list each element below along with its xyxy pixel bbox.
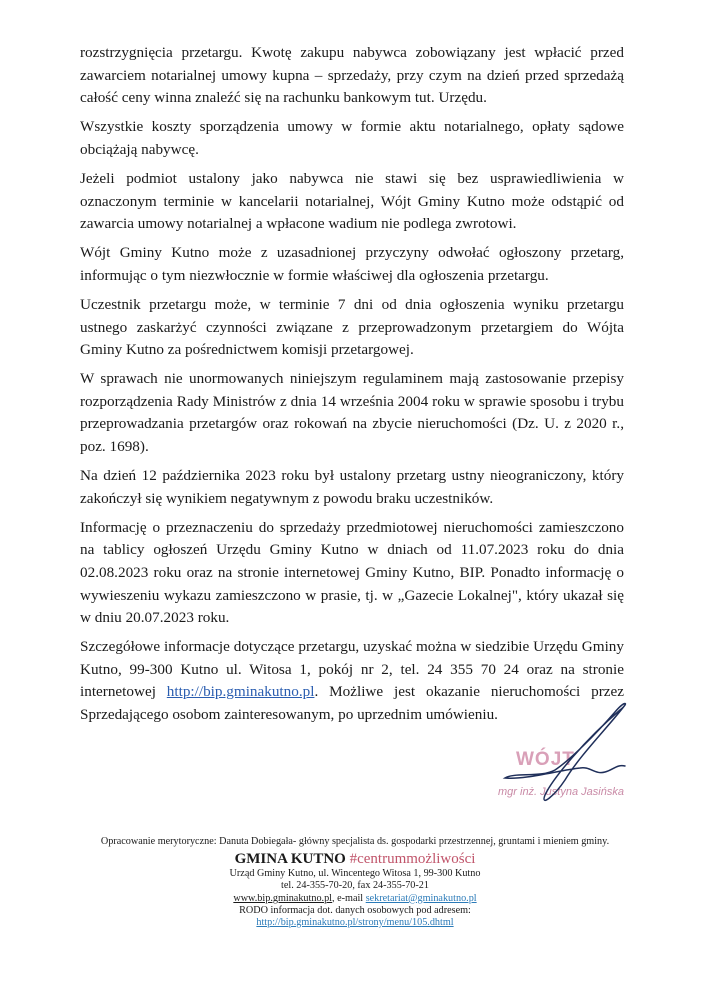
paragraph-previous-auction: Na dzień 12 października 2023 roku był ustalony przetarg ustny nieograniczony, który zakończył się wynikiem negatywnym z powodu braku uczestników.	[80, 467, 624, 507]
rodo-link[interactable]: http://bip.gminakutno.pl/strony/menu/105.dhtml	[256, 917, 454, 929]
document-body	[80, 42, 624, 733]
email-link[interactable]: sekretariat@gminakutno.pl	[365, 892, 477, 904]
footer-phone: tel. 24-355-70-20, fax 24-355-70-21	[281, 880, 429, 892]
stamp-title: WÓJT	[516, 749, 575, 770]
footer-contact	[60, 893, 650, 905]
paragraph-no-show: Jeżeli podmiot ustalony jako nabywca nie stawi się bez usprawiedliwienia w oznaczonym terminie w kancelarii notarialnej, Wójt Gminy Kutno może odstąpić od zawarcia umowy notarialnej a wpłacone wadium nie podlega zwrotowi.	[80, 169, 624, 233]
footer-address: Urząd Gminy Kutno, ul. Wincentego Witosa 1, 99-300 Kutno	[229, 868, 481, 880]
paragraph-costs: Wszystkie koszty sporządzenia umowy w formie aktu notarialnego, opłaty sądowe obciążają nabywcę.	[80, 118, 624, 158]
paragraph-cancellation: Wójt Gminy Kutno może z uzasadnionej przyczyny odwołać ogłoszony przetarg, informując o tym niezwłocznie w formie właściwej dla ogłoszenia przetargu.	[80, 244, 624, 284]
details-text-end: . Możliwe jest okazanie nieruchomości przez Sprzedającego osobom zainteresowanym, po uprzednim umówieniu.	[80, 683, 624, 724]
footer	[60, 836, 650, 929]
paragraph-payment: rozstrzygnięcia przetargu. Kwotę zakupu nabywca zobowiązany jest wpłacić przed zawarciem notarialnej umowy kupna – sprzedaży, przy czym na dzień przed sprzedażą całość ceny winna znaleźć się na rachunku bankowym tut. Urzędu.	[80, 44, 624, 107]
www-link[interactable]: www.bip.gminakutno.pl	[233, 892, 333, 904]
bip-link[interactable]: http://bip.gminakutno.pl	[166, 683, 315, 701]
email-label: , e-mail	[332, 892, 366, 904]
paragraph-appeal: Uczestnik przetargu może, w terminie 7 dni od dnia ogłoszenia wyniku przetargu ustnego zaskarżyć czynności związane z przeprowadzonym przetargiem do Wójta Gminy Kutno za pośrednictwem komisji przetargowej.	[80, 295, 624, 359]
brand-hashtag: #centrummożliwości	[349, 851, 476, 868]
paragraph-regulations: W sprawach nie unormowanych niniejszym regulaminem mają zastosowanie przepisy rozporządzenia Rady Ministrów z dnia 14 września 2004 roku w sprawie sposobu i trybu przeprowadzania przetargów oraz rokowań na zbycie nieruchomości (Dz. U. z 2020 r., poz. 1698).	[80, 370, 624, 455]
footer-note: Opracowanie merytoryczne: Danuta Dobiegała- główny specjalista ds. gospodarki przestrzennej, gruntami i mieniem gminy.	[100, 836, 610, 847]
brand-name: GMINA KUTNO	[234, 851, 346, 868]
footer-brand	[60, 850, 650, 868]
paragraph-publication: Informację o przeznaczeniu do sprzedaży przedmiotowej nieruchomości zamieszczono na tablicy ogłoszeń Urzędu Gminy Kutno w dniach od 11.07.2023 roku do dnia 02.08.2023 roku oraz na stronie internetowej Gminy Kutno, BIP. Ponadto informację o wywieszeniu wykazu zamieszczono w prasie, tj. w „Gazecie Lokalnej", który ukazał się w dniu 20.07.2023 roku.	[80, 518, 624, 627]
handwritten-signature	[485, 700, 635, 810]
details-text: Szczegółowe informacje dotyczące przetargu, uzyskać można w siedzibie Urzędu Gminy Kutno, 99-300 Kutno ul. Witosa 1, pokój nr 2, tel. 24 355 70 24 oraz na stronie internetowej	[80, 638, 624, 701]
stamp-name: mgr inż. Justyna Jasińska	[498, 786, 624, 798]
rodo-text: RODO informacja dot. danych osobowych pod adresem:	[239, 904, 471, 916]
